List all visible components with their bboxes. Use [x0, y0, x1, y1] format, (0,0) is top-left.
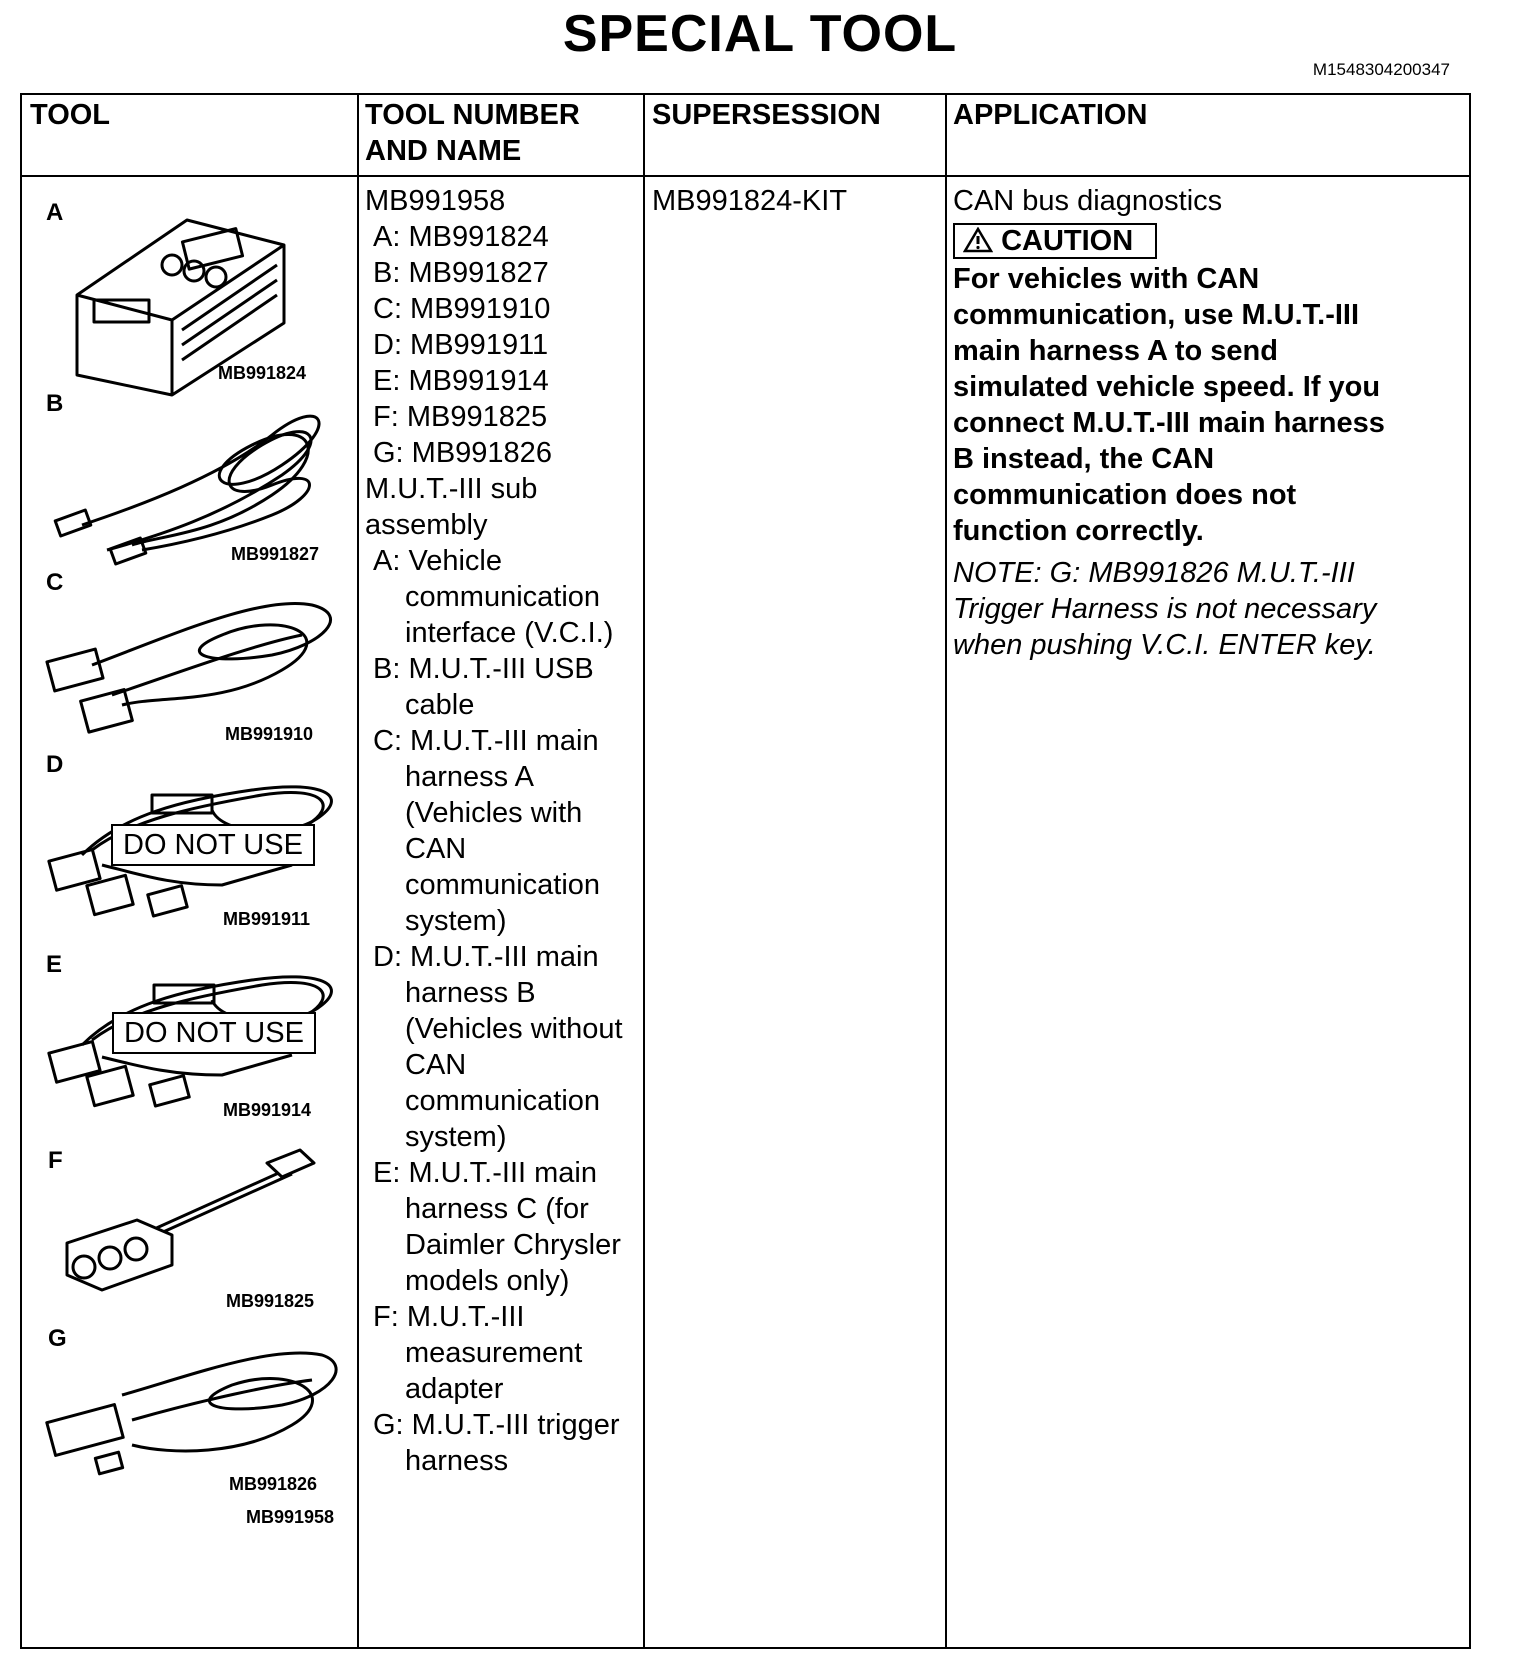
tool-number-b: MB991827: [231, 544, 320, 564]
application-text: CAN bus diagnostics: [953, 185, 1223, 217]
part-number-item: F: MB991825: [373, 401, 548, 433]
component-name-line: E: M.U.T.-III main: [373, 1157, 597, 1189]
tool-letter-e: E: [46, 951, 63, 978]
page-title: SPECIAL TOOL: [562, 5, 958, 63]
component-name-line: B: M.U.T.-III USB: [373, 653, 594, 685]
header-application: APPLICATION: [953, 99, 1148, 131]
component-name-line: F: M.U.T.-III: [373, 1301, 525, 1333]
assembly-name-line1: M.U.T.-III sub: [365, 473, 538, 505]
caution-line: B instead, the CAN: [953, 443, 1215, 475]
tool-number-and-name-cell: [365, 183, 640, 1479]
component-name-line: communication: [405, 581, 601, 613]
part-number-item: A: MB991824: [373, 221, 549, 253]
usb-cable-drawing: [55, 416, 319, 564]
do-not-use-label-d: DO NOT USE: [111, 824, 315, 866]
main-harness-a-drawing: [47, 603, 331, 732]
component-name-line: (Vehicles with: [405, 797, 583, 829]
header-tool-number-line2: AND NAME: [365, 135, 522, 167]
caution-line: For vehicles with CAN: [953, 263, 1260, 295]
tool-number-a: MB991824: [218, 363, 307, 383]
component-name-line: C: M.U.T.-III main: [373, 725, 599, 757]
caution-line: simulated vehicle speed. If you: [953, 371, 1381, 403]
component-name-line: measurement: [405, 1337, 583, 1369]
supersession-value: MB991824-KIT: [652, 185, 848, 217]
component-name-line: A: Vehicle: [373, 545, 502, 577]
warning-triangle-icon: [963, 227, 993, 253]
header-tool: TOOL: [30, 99, 111, 131]
component-name-line: CAN: [405, 1049, 467, 1081]
part-number-item: B: MB991827: [373, 257, 549, 289]
component-name-line: interface (V.C.I.): [405, 617, 614, 649]
component-name-line: adapter: [405, 1373, 504, 1405]
part-number-item: D: MB991911: [373, 329, 549, 361]
document-id: M1548304200347: [1312, 60, 1450, 79]
component-name-line: system): [405, 905, 507, 937]
application-cell: [953, 183, 1468, 663]
caution-line: communication, use M.U.T.-III: [953, 299, 1360, 331]
tool-number-f: MB991825: [226, 1291, 315, 1311]
caution-line: communication does not: [953, 479, 1297, 511]
note-line: NOTE: G: MB991826 M.U.T.-III: [953, 557, 1355, 589]
caution-box: [953, 223, 1157, 259]
tool-number-d: MB991911: [223, 909, 311, 929]
component-name-line: harness B: [405, 977, 536, 1009]
note-line: Trigger Harness is not necessary: [953, 593, 1377, 625]
component-name-line: cable: [405, 689, 475, 721]
tool-letter-b: B: [46, 390, 64, 417]
component-name-line: CAN: [405, 833, 467, 865]
caution-label: CAUTION: [1001, 225, 1134, 257]
note-line: when pushing V.C.I. ENTER key.: [953, 629, 1376, 661]
column-divider: [643, 95, 645, 1647]
measurement-adapter-drawing: [67, 1150, 314, 1290]
component-name-line: (Vehicles without: [405, 1013, 623, 1045]
caution-line: function correctly.: [953, 515, 1204, 547]
component-name-line: harness: [405, 1445, 509, 1477]
component-name-line: system): [405, 1121, 507, 1153]
column-divider: [357, 95, 359, 1647]
assembly-name-line2: assembly: [365, 509, 488, 541]
component-name-line: communication: [405, 1085, 601, 1117]
do-not-use-label-e: DO NOT USE: [112, 1012, 316, 1054]
part-number-list: [365, 219, 640, 471]
component-name-list: [365, 543, 640, 1479]
tool-letter-g: G: [48, 1325, 67, 1352]
kit-number-label: MB991958: [246, 1507, 335, 1527]
component-name-line: D: M.U.T.-III main: [373, 941, 599, 973]
part-number-item: G: MB991826: [373, 437, 552, 469]
special-tool-table: [20, 93, 1471, 1649]
tool-number-c: MB991910: [225, 724, 314, 744]
tool-drawings: [22, 95, 357, 1651]
component-name-line: models only): [405, 1265, 570, 1297]
part-number-item: C: MB991910: [373, 293, 551, 325]
tool-number-e: MB991914: [223, 1100, 312, 1120]
note-text: [953, 555, 1468, 663]
tool-letter-c: C: [46, 569, 64, 596]
component-name-line: G: M.U.T.-III trigger: [373, 1409, 620, 1441]
component-name-line: communication: [405, 869, 601, 901]
component-name-line: harness A: [405, 761, 534, 793]
component-name-line: harness C (for: [405, 1193, 589, 1225]
kit-number: MB991958: [365, 185, 506, 217]
trigger-harness-drawing: [47, 1353, 336, 1474]
tool-letter-d: D: [46, 751, 64, 778]
tool-letter-f: F: [48, 1147, 63, 1174]
caution-text: [953, 261, 1468, 549]
tool-letter-a: A: [46, 199, 64, 226]
component-name-line: Daimler Chrysler: [405, 1229, 621, 1261]
caution-line: connect M.U.T.-III main harness: [953, 407, 1385, 439]
tool-number-g: MB991826: [229, 1474, 318, 1494]
header-tool-number-line1: TOOL NUMBER: [365, 99, 580, 131]
header-tool-number: [365, 97, 580, 169]
part-number-item: E: MB991914: [373, 365, 549, 397]
caution-line: main harness A to send: [953, 335, 1278, 367]
header-supersession: SUPERSESSION: [652, 99, 881, 131]
column-divider: [945, 95, 947, 1647]
